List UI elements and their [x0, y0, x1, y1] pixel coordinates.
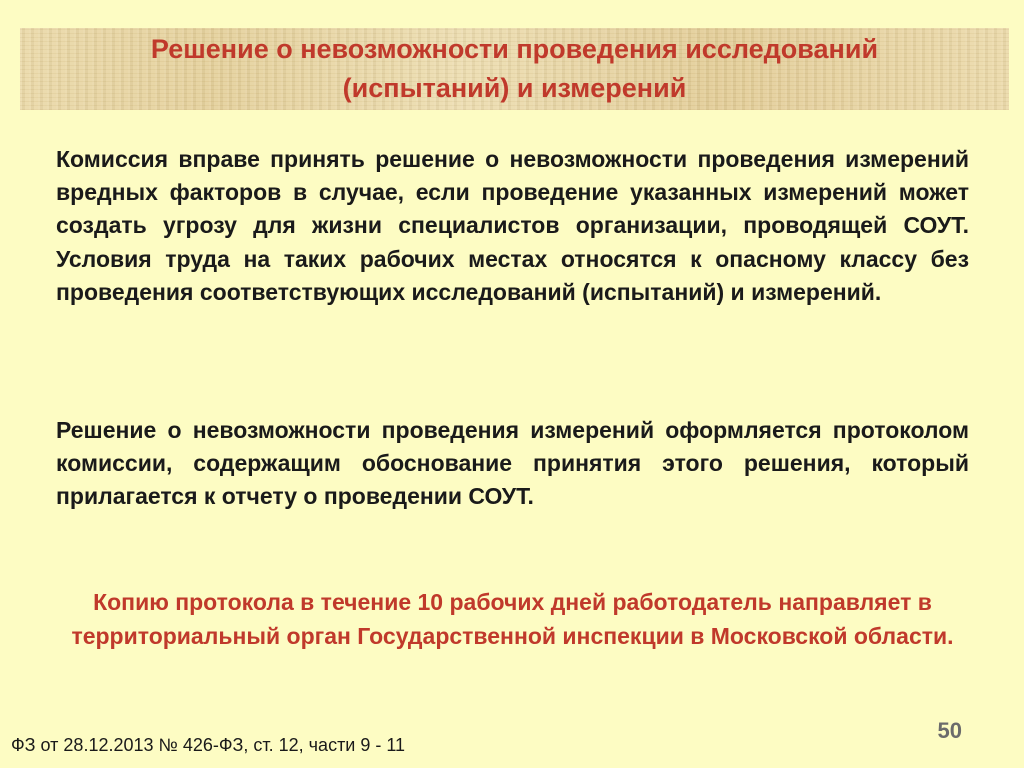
highlight-note: Копию протокола в течение 10 рабочих дней работодатель направляет в территориальный орган Государственной инспекции в Московской области. [71, 589, 954, 649]
title-banner [20, 28, 1009, 110]
law-reference-footnote: ФЗ от 28.12.2013 № 426-ФЗ, ст. 12, части 9 - 11 [11, 735, 406, 755]
page-number: 50 [937, 718, 962, 743]
title-line-1: Решение о невозможности проведения исследований [150, 34, 879, 64]
slide-title [35, 30, 995, 108]
title-line-2: (испытаний) и измерений [342, 73, 687, 103]
paragraph-decision-protocol: Решение о невозможности проведения измерений оформляется протоколом комиссии, содержащим обоснование принятия этого решения, который прилагается к отчету о проведении СОУТ. [56, 417, 969, 510]
paragraph-commission-right: Комиссия вправе принять решение о невозможности проведения измерений вредных факторов в случае, если проведение указанных измерений может создать угрозу для жизни специалистов организации, проводящей СОУТ. Условия труда на таких рабочих местах относятся к опасному классу без проведения соответствующих исследований (испытаний) и измерений. [56, 146, 969, 305]
